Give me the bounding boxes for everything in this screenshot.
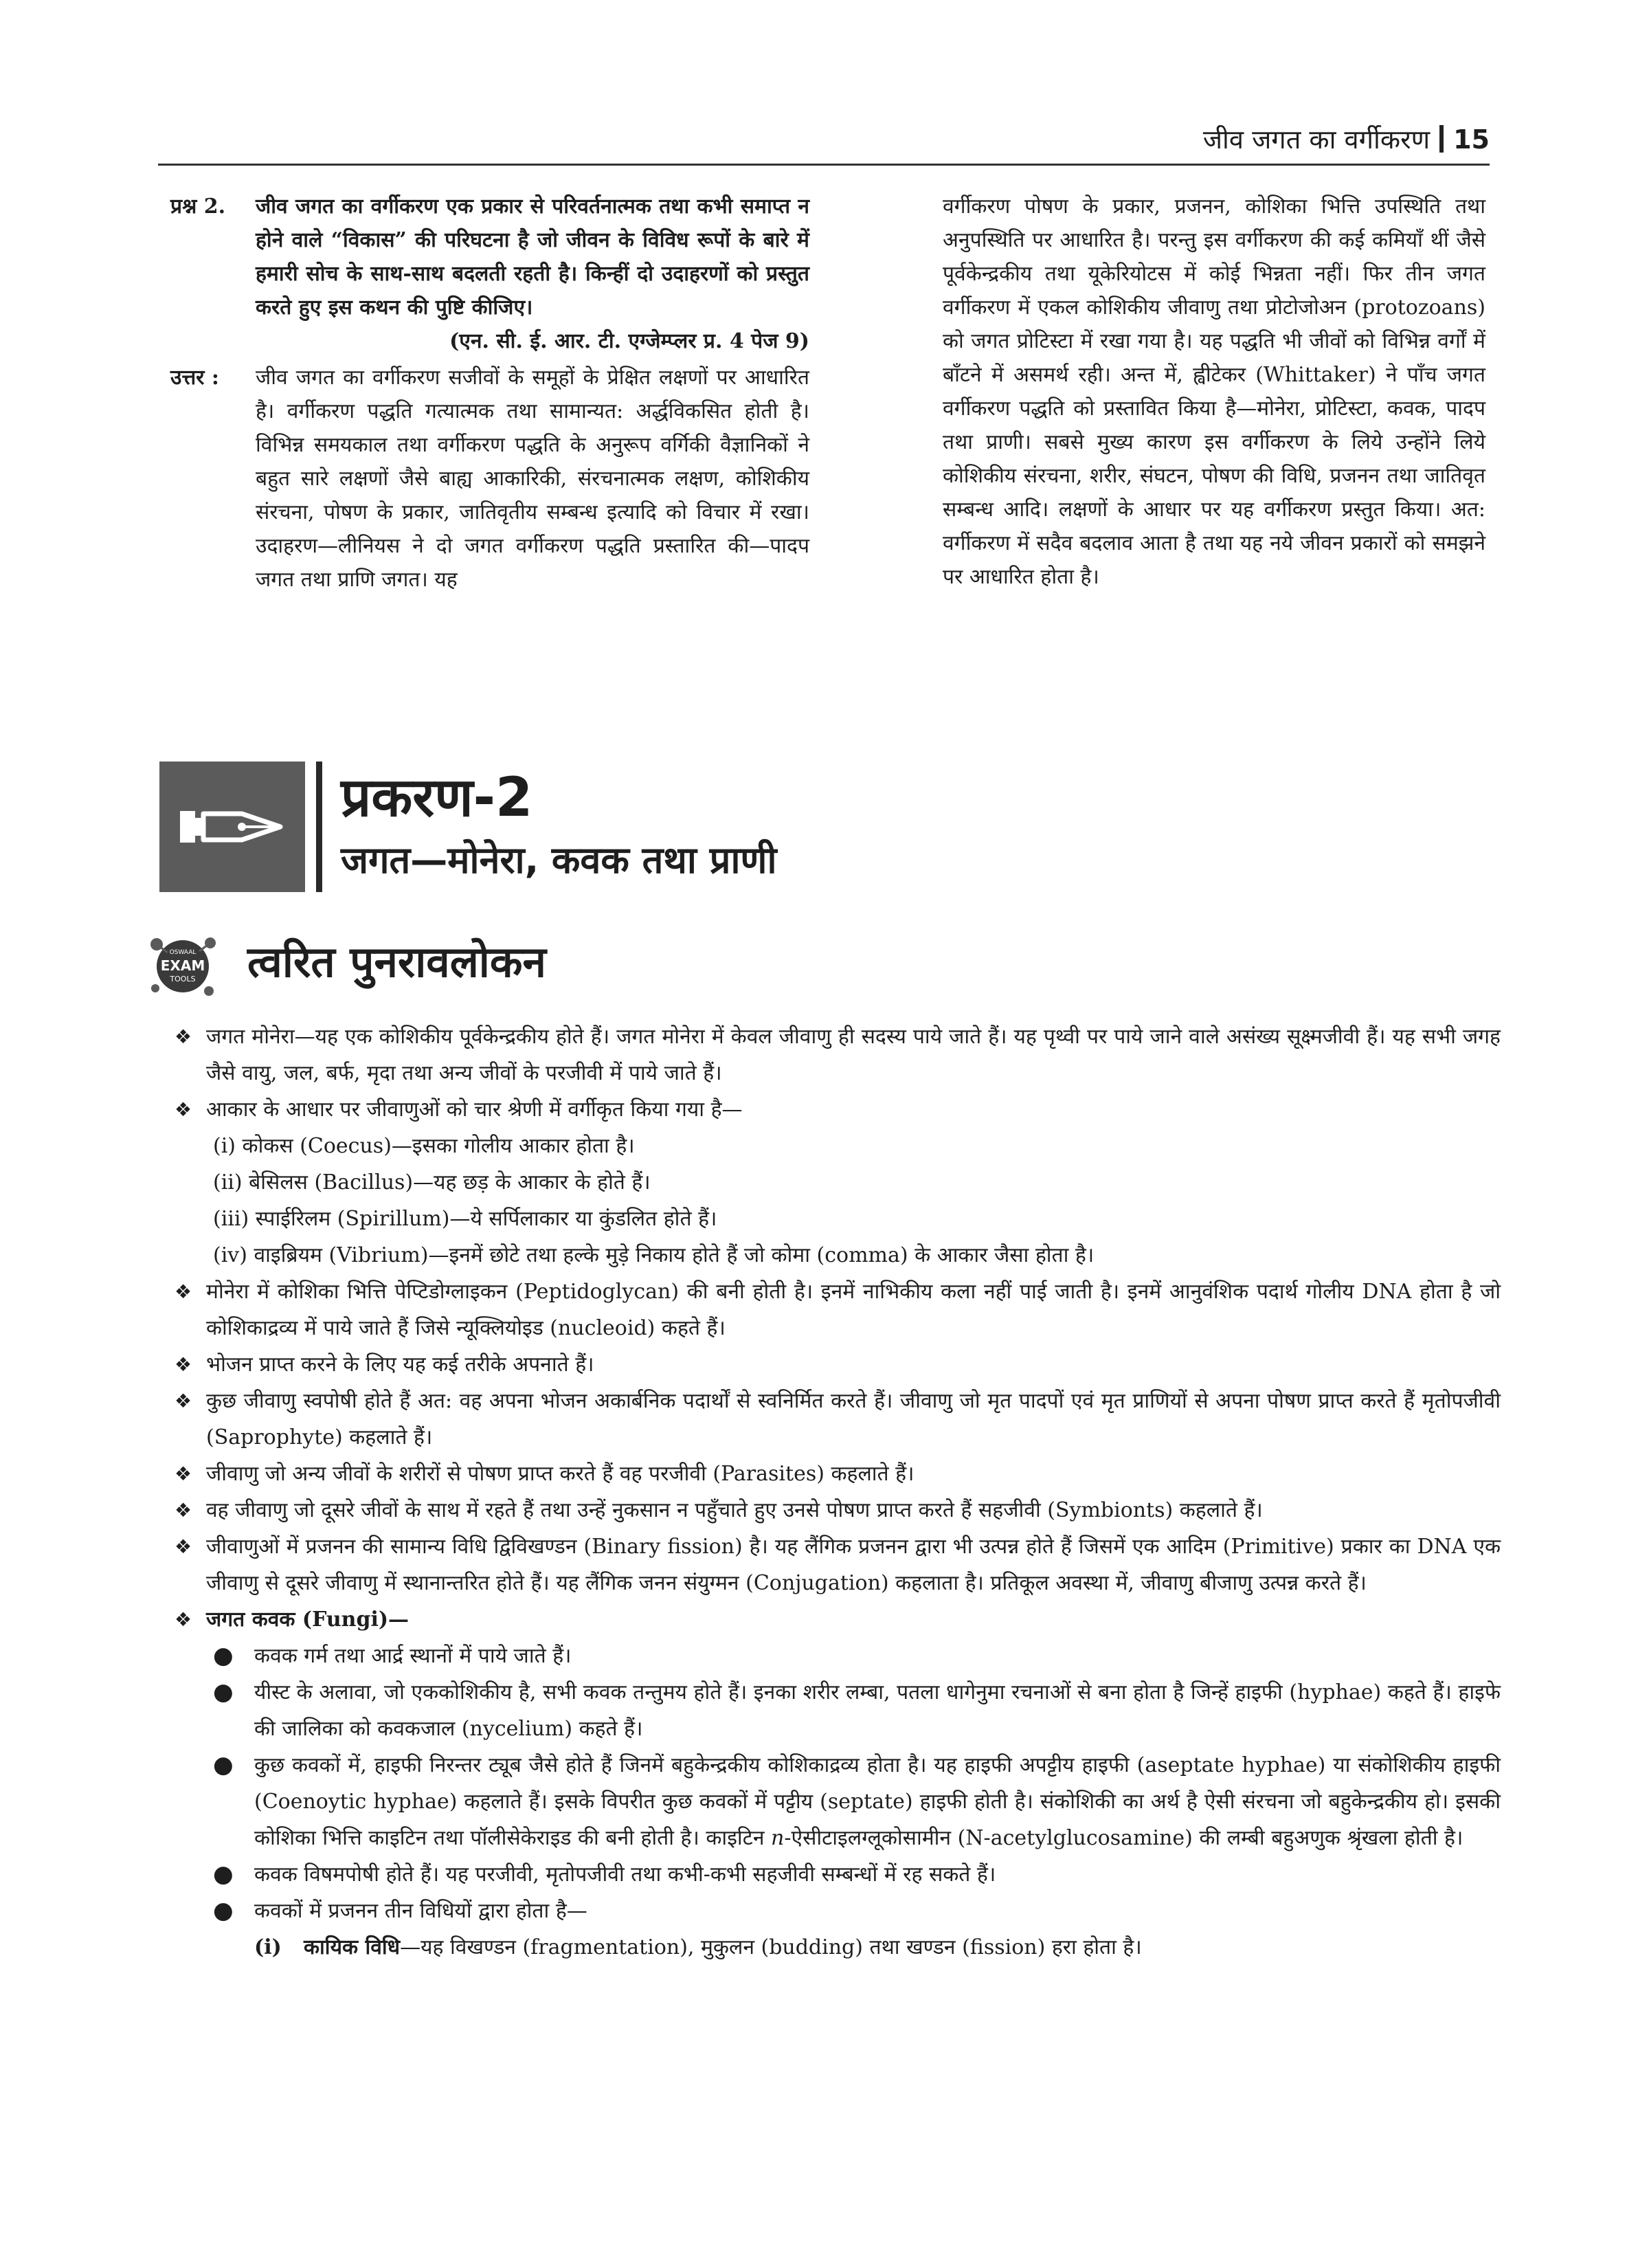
right-column [943,190,1485,594]
point-text: जगत मोनेरा—यह एक कोशिकीय पूर्वकेन्द्रकीय होते हैं। जगत मोनेरा में केवल जीवाणु ही सदस्य पाये जाते हैं। यह पृथ्वी पर पाये जाने वाले असंख्य सूक्ष्मजीवी हैं। यह सभी जगह जैसे वायु, जल, बर्फ, मृदा तथा अन्य जीवों के परजीवी में पाये जाते हैं। [206,1025,1501,1085]
pen-nib-icon-graphic [159,761,305,892]
answer-text-right: वर्गीकरण पोषण के प्रकार, प्रजनन, कोशिका भित्ति उपस्थिति तथा अनुपस्थिति पर आधारित है। परन्तु इस वर्गीकरण की कई कमियाँ थीं जैसे पूर्वकेन्द्रकीय तथा यूकेरियोटस में कोई भिन्नता नहीं। फिर तीन जगत वर्गीकरण में एकल कोशिकीय जीवाणु तथा प्रोटोजोअन (protozoans) को जगत प्रोटिस्टा में रखा गया है। यह पद्धति भी जीवों को विभिन्न वर्गों में बाँटने में असमर्थ रही। अन्त में, ह्वीटेकर (Whittaker) ने पाँच जगत वर्गीकरण पद्धति को प्रस्तावित किया है—मोनेरा, प्रोटिस्टा, कवक, पादप तथा प्राणी। सबसे मुख्य कारण इस वर्गीकरण के लिये उन्होंने लिये कोशिकीय संरचना, शरीर, संघटन, पोषण की विधि, प्रजनन तथा जातिवृत सम्बन्ध आदि। लक्षणों के आधार पर यह वर्गीकरण प्रस्तुत किया। अत: वर्गीकरण में सदैव बदलाव आता है तथा यह नये जीवन प्रकारों को समझने पर आधारित होता है। [943,194,1485,589]
list-item [175,1456,1501,1492]
question-block [170,190,809,324]
logo-line3: TOOLS [170,975,196,983]
diamond-bullet-icon: ❖ [175,1098,192,1121]
review-points [175,1019,1501,1966]
answer-label: उत्तर : [170,366,219,390]
point-text: वह जीवाणु जो दूसरे जीवों के साथ में रहते हैं तथा उन्हें नुकसान न पहुँचाते हुए उनसे पोषण प्राप्त करते हैं सहजीवी (Symbionts) कहलाते हैं। [206,1498,1263,1522]
point-text [254,1747,1501,1856]
exam-tools-logo [147,929,218,1001]
diamond-bullet-icon: ❖ [175,1535,192,1558]
diamond-bullet-icon: ❖ [175,1608,192,1631]
round-bullet-icon: ● [213,1897,234,1924]
diamond-bullet-icon: ❖ [175,1499,192,1522]
fungi-heading: जगत कवक (Fungi)— [206,1608,410,1632]
list-item [175,1492,1501,1528]
method-heading: कायिक विधि [304,1935,401,1959]
method-text: —यह विखण्डन (fragmentation), मुकुलन (budding) तथा खण्डन (fission) हरा होता है। [400,1935,1142,1959]
answer-text-left: जीव जगत का वर्गीकरण सजीवों के समूहों के प्रेक्षित लक्षणों पर आधारित है। वर्गीकरण पद्धति गत्यात्मक तथा सामान्यत: अर्द्धविकसित होती है। विभिन्न समयकाल तथा वर्गीकरण पद्धति के अनुरूप वर्गिकी वैज्ञानिकों ने बहुत सारे लक्षणों जैसे बाह्य आकारिकी, संरचनात्मक लक्षण, कोशिकीय संरचना, पोषण के प्रकार, जातिवृतीय सम्बन्ध इत्यादि को विचार में रखा। उदाहरण—लीनियस ने दो जगत वर्गीकरण पद्धति प्रस्तारित की—पादप जगत तथा प्राणि जगत। यह [256,366,809,592]
header-separator [1439,125,1444,153]
chapter-subtitle: जगत—मोनेरा, कवक तथा प्राणी [341,838,777,882]
point-text: कवकों में प्रजनन तीन विधियों द्वारा होता है— [254,1899,587,1923]
quick-review-title: त्वरित पुनरावलोकन [247,937,546,987]
point-text: आकार के आधार पर जीवाणुओं को चार श्रेणी में वर्गीकृत किया गया है— [206,1098,743,1122]
diamond-bullet-icon: ❖ [175,1390,192,1412]
round-bullet-icon: ● [213,1751,234,1779]
running-header-text [1203,121,1490,157]
round-bullet-icon: ● [213,1642,234,1669]
question-label: प्रश्न 2. [170,194,226,219]
roman-numeral: (i) [254,1935,282,1959]
diamond-bullet-icon: ❖ [175,1353,192,1376]
logo-line2: EXAM [160,957,205,974]
point-text-part: -ऐसीटाइलग्लूकोसामीन (N-acetylglucosamine) की लम्बी बहुअणुक श्रृंखला होती है। [784,1826,1463,1850]
point-text: जीवाणु जो अन्य जीवों के शरीरों से पोषण प्राप्त करते हैं वह परजीवी (Parasites) कहलाते हैं। [206,1462,915,1486]
point-text: कवक विषमपोषी होते हैं। यह परजीवी, मृतोपजीवी तथा कभी-कभी सहजीवी सम्बन्धों में रह सकते हैं। [254,1863,996,1887]
list-item [175,1674,1501,1747]
point-text: जीवाणुओं में प्रजनन की सामान्य विधि द्विविखण्डन (Binary fission) है। यह लैंगिक प्रजनन द्वारा भी उत्पन्न होते हैं जिसमें एक आदिम (Primitive) प्रकार का DNA एक जीवाणु से दूसरे जीवाणु में स्थानान्तरित होते हैं। यह लैंगिक जनन संयुग्मन (Conjugation) कहलाता है। प्रतिकूल अवस्था में, जीवाणु बीजाणु उत्पन्न करते हैं। [206,1535,1501,1595]
round-bullet-icon: ● [213,1678,234,1706]
logo-line1: OSWAAL [169,949,197,956]
list-item [175,1856,1501,1893]
list-item [175,1601,1501,1638]
quick-review-heading [147,929,972,1005]
list-item [175,1528,1501,1601]
point-text-part: कुछ कवकों में, हाइफी निरन्तर ट्यूब जैसे होते हैं जिनमें बहुकेन्द्रकीय कोशिकाद्रव्य होता है। यह हाइफी अपट्टीय हाइफी (aseptate hyphae) या संकोशिकीय हाइफी (Coenoytic hyphae) कहलाते हैं। इसके विपरीत कुछ कवकों में पट्टीय (septate) हाइफी होती है। संकोशिकी का अर्थ है ऐसी संरचना जो बहुकेन्द्रकीय हो। इसकी कोशिका भित्ति काइटिन तथा पॉलीसेकेराइड की बनी होती है। काइटिन [254,1753,1501,1850]
point-text: कुछ जीवाणु स्वपोषी होते हैं अत: वह अपना भोजन अकार्बनिक पदार्थों से स्वनिर्मित करते हैं। जीवाणु जो मृत पादपों एवं मृत प्राणियों से अपना पोषण प्राप्त करते हैं मृतोपजीवी (Saprophyte) कहलाते हैं। [206,1389,1501,1449]
sub-item: (iii) स्पाईरिलम (Spirillum)—ये सर्पिलाकार या कुंडलित होते हैं। [213,1207,717,1231]
list-item [175,1019,1501,1091]
list-item [175,1383,1501,1456]
list-item [175,1929,1501,1966]
point-text [304,1929,1501,1966]
running-header-title: जीव जगत का वर्गीकरण [1202,124,1431,155]
point-text: कवक गर्म तथा आर्द्र स्थानों में पाये जाते हैं। [254,1644,572,1668]
pen-nib-icon [159,761,305,892]
list-item [175,1346,1501,1383]
sub-item: (iv) वाइब्रियम (Vibrium)—इनमें छोटे तथा हल्के मुड़े निकाय होते हैं जो कोमा (comma) के आकार जैसा होता है। [213,1243,1095,1267]
question-source: (एन. सी. ई. आर. टी. एग्जेम्प्लर प्र. 4 पेज 9) [449,329,809,353]
running-header [158,121,1490,166]
list-item [175,1091,1501,1128]
answer-block [170,361,809,597]
list-item [175,1747,1501,1856]
list-item [175,1638,1501,1674]
list-item [175,1274,1501,1346]
point-text: भोजन प्राप्त करने के लिए यह कई तरीके अपनाते हैं। [206,1353,594,1377]
diamond-bullet-icon: ❖ [175,1025,192,1048]
chapter-divider-bar [316,761,322,892]
diamond-bullet-icon: ❖ [175,1280,192,1303]
page-number: 15 [1453,124,1490,155]
sub-item: (i) कोकस (Coecus)—इसका गोलीय आकार होता है। [213,1134,635,1158]
round-bullet-icon: ● [213,1860,234,1888]
point-text: मोनेरा में कोशिका भित्ति पेप्टिडोग्लाइकन (Peptidoglycan) की बनी होती है। इनमें नाभिकीय कला नहीं पाई जाती है। इनमें आनुवंशिक पदार्थ गोलीय DNA होता है जो कोशिकाद्रव्य में पाये जाते हैं जिसे न्यूक्लियोइड (nucleoid) कहते हैं। [206,1280,1501,1340]
italic-n: n [771,1826,785,1850]
diamond-bullet-icon: ❖ [175,1463,192,1485]
point-text: यीस्ट के अलावा, जो एककोशिकीय है, सभी कवक तन्तुमय होते हैं। इनका शरीर लम्बा, पतला धागेनुमा रचनाओं से बना होता है जिन्हें हाइफी (hyphae) कहते हैं। हाइफे की जालिका को कवकजाल (nycelium) कहते हैं। [254,1680,1501,1741]
chapter-title: प्रकरण-2 [341,767,533,829]
left-column [170,190,809,597]
sub-item: (ii) बेसिलस (Bacillus)—यह छड़ के आकार के होते हैं। [213,1170,651,1194]
chapter-banner [159,761,1190,892]
question-text: जीव जगत का वर्गीकरण एक प्रकार से परिवर्तनात्मक तथा कभी समाप्त न होने वाले “विकास” की परिघटना है जो जीवन के विविध रूपों के बारे में हमारी सोच के साथ-साथ बदलती रहती है। किन्हीं दो उदाहरणों को प्रस्तुत करते हुए इस कथन की पुष्टि कीजिए। [256,194,809,320]
list-item [175,1893,1501,1929]
